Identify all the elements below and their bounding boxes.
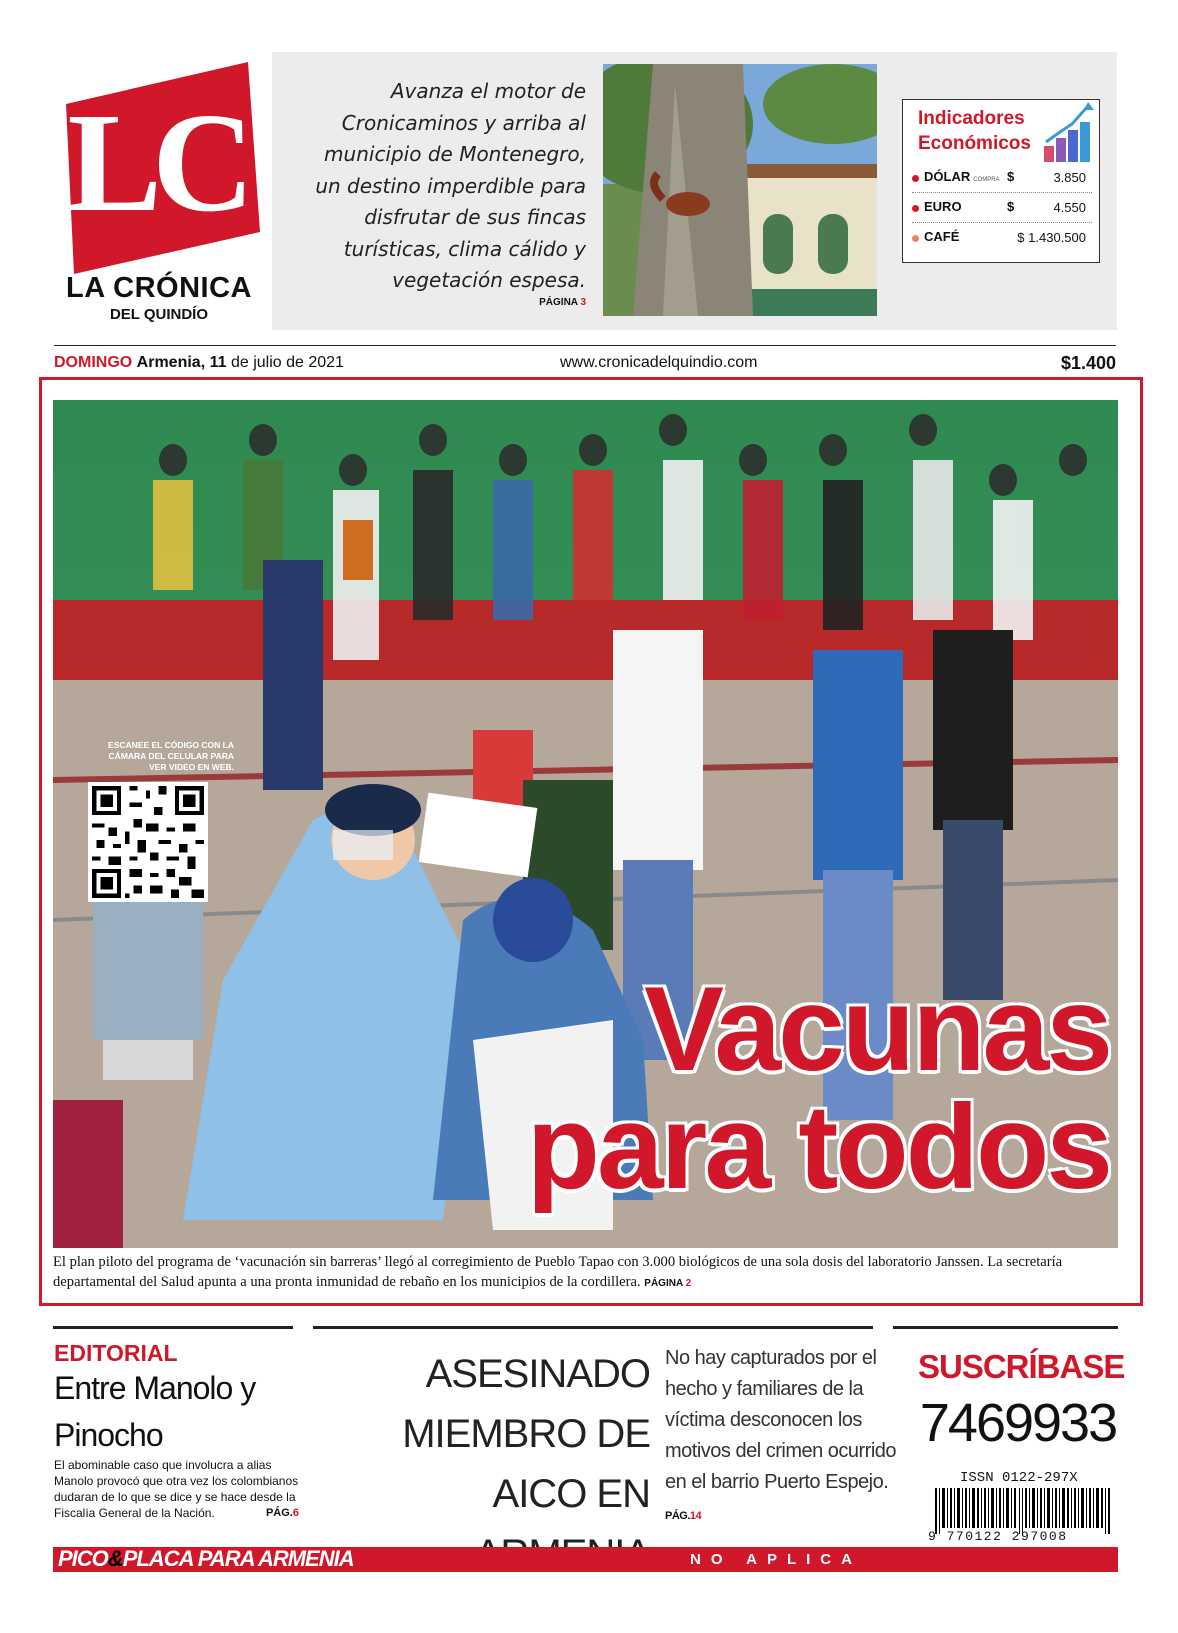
growth-chart-icon — [1040, 100, 1096, 170]
pico-placa-label: PICO&PLACA PARA ARMENIA — [58, 1546, 354, 1571]
indicator-dot — [912, 235, 919, 242]
indicator-euro: EURO $ 4.550 — [912, 198, 1094, 220]
newspaper-name: LA CRÓNICA — [66, 272, 252, 304]
subscribe-label[interactable]: SUSCRÍBASE — [918, 1348, 1125, 1385]
news-rule — [313, 1326, 873, 1329]
logo — [56, 62, 260, 274]
qr-caption: ESCANEE EL CÓDIGO CON LA CÁMARA DEL CELULAR PARA VER VIDEO EN WEB. — [108, 740, 234, 772]
logo-letters: LC — [67, 83, 245, 241]
teaser-page-number: 3 — [580, 297, 586, 308]
dolar-value: 3.850 — [1053, 170, 1086, 185]
editorial-rule — [53, 1326, 293, 1329]
main-headline[interactable]: Vacunas para todos — [526, 962, 1110, 1214]
editorial-page-ref[interactable]: PÁG.6 — [265, 1507, 299, 1519]
news-headline[interactable]: ASESINADO MIEMBRO DE AICO EN — [402, 1352, 650, 1516]
subscribe-rule — [893, 1326, 1118, 1329]
cafe-value: $ 1.430.500 — [1017, 230, 1086, 245]
weekday: DOMINGO — [54, 354, 133, 371]
subscribe-phone[interactable]: 7469933 — [919, 1393, 1117, 1453]
photo-credit: JOHN JOLMES CARDONA NÚÑEZ / LA CRÓNICA DIGITAL — [22, 901, 29, 1090]
indicator-dot — [912, 205, 919, 212]
pico-placa-value: NO APLICA — [690, 1551, 862, 1568]
indicators-title: Indicadores Económicos — [918, 108, 1031, 154]
newspaper-subname: DEL QUINDÍO — [109, 306, 209, 323]
indicator-cafe: CAFÉ $ 1.430.500 — [912, 228, 1094, 250]
editorial-title[interactable]: Entre Manolo y Pinocho — [54, 1370, 256, 1453]
main-page-ref[interactable]: PÁGINA 2 — [644, 1278, 692, 1289]
indicator-divider — [912, 222, 1092, 223]
website-link[interactable]: www.cronicadelquindio.com — [560, 354, 758, 371]
header-rule — [54, 345, 1116, 346]
barcode — [935, 1488, 1115, 1534]
main-story-caption: El plan piloto del programa de ‘vacunación sin barreras’ llegó al corregimiento de Pueblo Tapao con 3.000 biológicos de una sola dosis del laboratorio Janssen. La secretaría departamental del Salud apunta a una pronta inmunidad de rebaño en los municipios de la cordillera. PÁGINA 2 — [53, 1254, 1063, 1290]
news-summary: No hay capturados por el hecho y familiares de la víctima desconocen los motivos del crimen ocurrido en el barrio Puerto Espejo. PÁG.14 — [665, 1347, 897, 1522]
editorial-label: EDITORIAL — [54, 1340, 178, 1366]
qr-code[interactable] — [88, 782, 208, 902]
issn-number: ISSN 0122-297X — [960, 1470, 1078, 1486]
dateline — [54, 354, 1116, 376]
editorial-summary: El abominable caso que involucra a alias Manolo provocó que otra vez los colombianos dudaran de lo que se dice y se hace desde la Fiscalía General de la Nación. PÁG.6 — [54, 1458, 299, 1520]
city-date: Armenia, 11 — [136, 354, 227, 371]
barcode-digits: 9 770122 297008 — [928, 1529, 1068, 1544]
teaser-page-ref[interactable] — [440, 297, 586, 308]
euro-value: 4.550 — [1053, 200, 1086, 215]
date-rest: de julio de 2021 — [226, 354, 344, 371]
indicator-dot — [912, 175, 919, 182]
teaser-photo[interactable] — [603, 64, 877, 316]
indicator-divider — [912, 192, 1092, 193]
indicator-dolar: DÓLAR COMPRA $ 3.850 — [912, 168, 1094, 190]
teaser-text[interactable]: Avanza el motor de Cronicaminos y arriba al municipio de Montenegro, un destino imperdible para disfrutar de sus fincas turísticas, clima cálido y vegetación espesa. — [315, 79, 586, 292]
teaser-page-label: PÁGINA — [539, 297, 578, 308]
news-page-ref[interactable]: PÁG.14 — [665, 1510, 702, 1522]
cover-price: $1.400 — [1060, 353, 1116, 373]
